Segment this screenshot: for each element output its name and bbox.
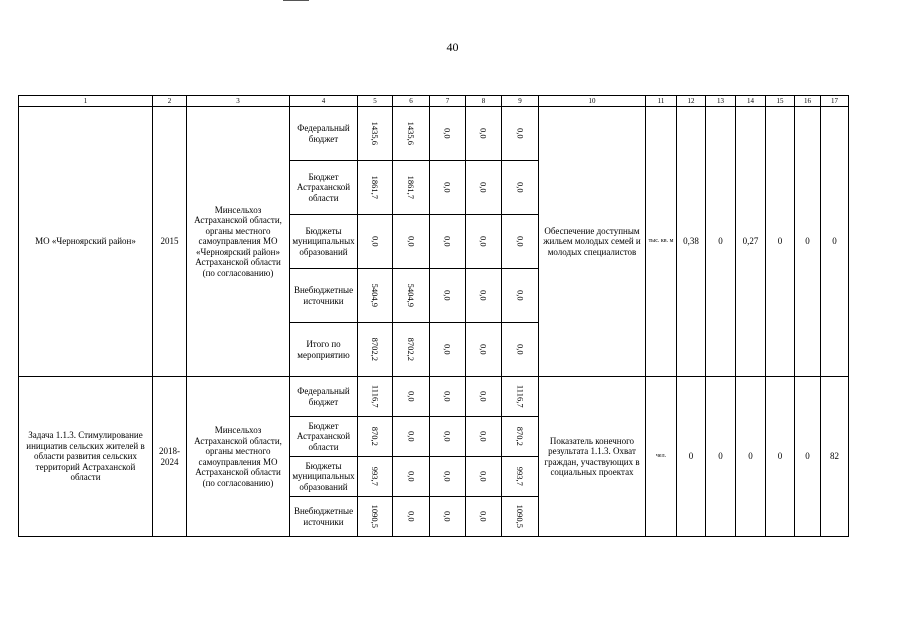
value-cell: 0,0 <box>466 323 502 377</box>
value-cell: 0,0 <box>502 215 539 269</box>
value-cell: 5404,9 <box>393 269 430 323</box>
header-cell: 8 <box>466 96 502 107</box>
measure-name: Задача 1.1.3. Стимулирование инициатив сельских жителей в области развития сельских территорий Астраханской области <box>19 377 153 537</box>
header-row <box>19 96 849 107</box>
header-cell: 11 <box>646 96 677 107</box>
value-cell: 0,0 <box>466 269 502 323</box>
measure-executor: Минсельхоз Астраханской области, органы местного самоуправления МО Астраханской области (по согласованию) <box>187 377 290 537</box>
value-cell: 0,38 <box>677 107 706 377</box>
funding-source: Итого по мероприятию <box>290 323 358 377</box>
value-cell: 8702,2 <box>393 323 430 377</box>
header-cell: 2 <box>153 96 187 107</box>
value-cell: 0 <box>795 107 821 377</box>
value-cell: 0,0 <box>466 497 502 537</box>
value-cell: 0,0 <box>502 161 539 215</box>
value-cell: 0 <box>706 377 736 537</box>
indicator-text: Обеспечение доступным жильем молодых семей и молодых специалистов <box>539 107 646 377</box>
value-cell: 0,0 <box>393 457 430 497</box>
value-cell: 0,0 <box>430 417 466 457</box>
value-cell: 0,0 <box>358 215 393 269</box>
funding-source: Федеральный бюджет <box>290 377 358 417</box>
value-cell: 5404,9 <box>358 269 393 323</box>
value-cell: 1090,5 <box>358 497 393 537</box>
value-cell: 1116,7 <box>502 377 539 417</box>
value-cell: 1861,7 <box>393 161 430 215</box>
header-cell: 13 <box>706 96 736 107</box>
value-cell: 0,0 <box>502 107 539 161</box>
value-cell: 993,7 <box>358 457 393 497</box>
value-cell: 1435,6 <box>358 107 393 161</box>
value-cell: 0,0 <box>466 377 502 417</box>
header-cell: 7 <box>430 96 466 107</box>
value-cell: 1116,7 <box>358 377 393 417</box>
value-cell: 0 <box>736 377 766 537</box>
funding-source: Внебюджетные источники <box>290 269 358 323</box>
value-cell: 0 <box>821 107 849 377</box>
header-cell: 3 <box>187 96 290 107</box>
value-cell: 0,0 <box>393 215 430 269</box>
measure-name: МО «Черноярский район» <box>19 107 153 377</box>
value-cell: 0,0 <box>430 323 466 377</box>
header-cell: 4 <box>290 96 358 107</box>
value-cell: 0,0 <box>466 215 502 269</box>
value-cell: 1861,7 <box>358 161 393 215</box>
funding-source: Бюджеты муниципальных образований <box>290 457 358 497</box>
value-cell: 0,0 <box>393 377 430 417</box>
funding-source: Федеральный бюджет <box>290 107 358 161</box>
unit-cell: чел. <box>646 377 677 537</box>
funding-source: Бюджет Астраханской области <box>290 161 358 215</box>
value-cell: 0,0 <box>502 269 539 323</box>
value-cell: 0,0 <box>430 107 466 161</box>
value-cell: 993,7 <box>502 457 539 497</box>
funding-source: Бюджеты муниципальных образований <box>290 215 358 269</box>
measure-year: 2018-2024 <box>153 377 187 537</box>
measure-executor: Минсельхоз Астраханской области, органы местного самоуправления МО «Черноярский район» Астраханской области (по согласованию) <box>187 107 290 377</box>
header-cell: 9 <box>502 96 539 107</box>
value-cell: 870,2 <box>358 417 393 457</box>
indicator-text: Показатель конечного результата 1.1.3. Охват граждан, участвующих в социальных проектах <box>539 377 646 537</box>
value-cell: 8702,2 <box>358 323 393 377</box>
page-number: 40 <box>446 40 459 54</box>
value-cell: 0,0 <box>430 377 466 417</box>
header-rule <box>283 0 309 1</box>
value-cell: 1435,6 <box>393 107 430 161</box>
value-cell: 0,0 <box>430 457 466 497</box>
header-cell: 6 <box>393 96 430 107</box>
value-cell: 0,0 <box>466 457 502 497</box>
value-cell: 0,0 <box>466 107 502 161</box>
value-cell: 0,0 <box>466 417 502 457</box>
value-cell: 1090,5 <box>502 497 539 537</box>
funding-source: Бюджет Астраханской области <box>290 417 358 457</box>
value-cell: 0 <box>706 107 736 377</box>
header-cell: 17 <box>821 96 849 107</box>
value-cell: 0 <box>766 377 795 537</box>
value-cell: 0 <box>795 377 821 537</box>
unit-cell: тыс. кв. м <box>646 107 677 377</box>
value-cell: 0 <box>677 377 706 537</box>
header-cell: 1 <box>19 96 153 107</box>
value-cell: 0,0 <box>430 269 466 323</box>
value-cell: 0,0 <box>430 161 466 215</box>
value-cell: 0,0 <box>430 497 466 537</box>
header-cell: 5 <box>358 96 393 107</box>
header-cell: 12 <box>677 96 706 107</box>
header-cell: 10 <box>539 96 646 107</box>
value-cell: 870,2 <box>502 417 539 457</box>
value-cell: 0,0 <box>393 417 430 457</box>
program-table <box>18 95 849 537</box>
value-cell: 0,0 <box>393 497 430 537</box>
value-cell: 0 <box>766 107 795 377</box>
header-cell: 14 <box>736 96 766 107</box>
value-cell: 0,0 <box>466 161 502 215</box>
header-cell: 16 <box>795 96 821 107</box>
table-row <box>19 377 849 417</box>
value-cell: 82 <box>821 377 849 537</box>
table-row <box>19 107 849 161</box>
value-cell: 0,0 <box>502 323 539 377</box>
funding-source: Внебюджетные источники <box>290 497 358 537</box>
value-cell: 0,0 <box>430 215 466 269</box>
value-cell: 0,27 <box>736 107 766 377</box>
header-cell: 15 <box>766 96 795 107</box>
measure-year: 2015 <box>153 107 187 377</box>
